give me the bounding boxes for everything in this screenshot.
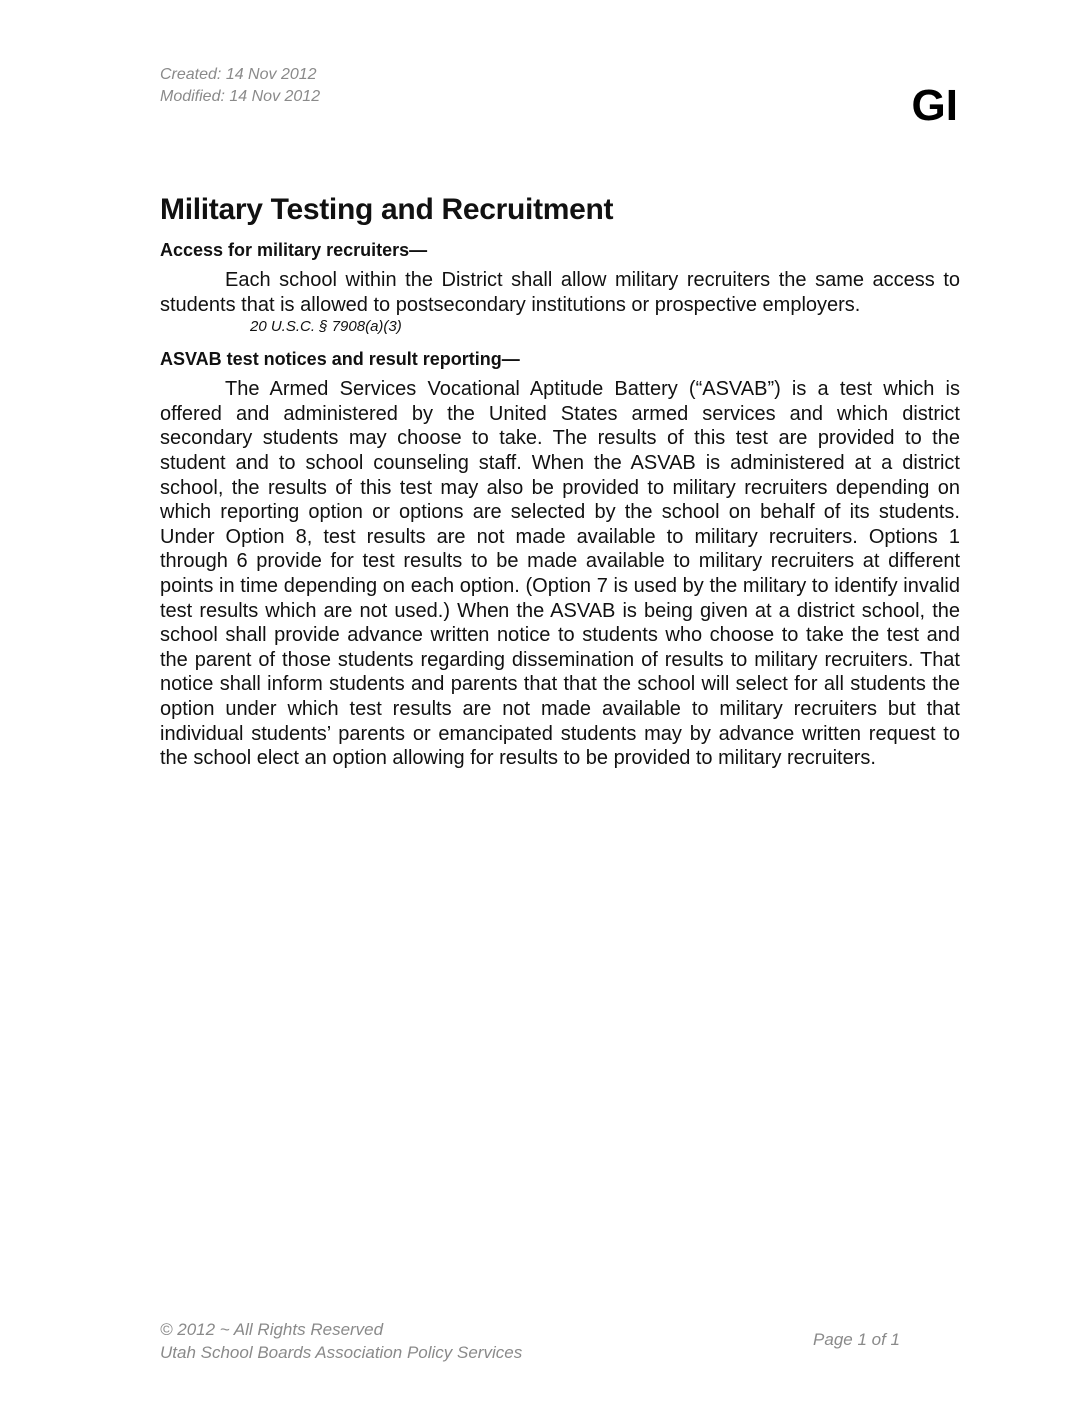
page-title: Military Testing and Recruitment — [160, 193, 614, 226]
section-paragraph: The Armed Services Vocational Aptitude Battery (“ASVAB”) is a test which is offered and administered by the United States armed services and which district secondary students may choose to take. The results of this test are provided to the student and to school counseling staff. When the ASVAB is administered at a district school, the results of this test may also be provided to military recruiters depending on which reporting option or options are selected by the school on behalf of its students. Under Option 8, test results are not made available to military recruiters. Options 1 through 6 provide for test results to be made available to military recruiters at different points in time depending on each option. (Option 7 is used by the military to identify invalid test results which are not used.) When the ASVAB is being given at a district school, the school shall provide advance written notice to students who choose to take the test and the parent of those students regarding dissemination of results to military recruiters. That notice shall inform students and parents that that the school will select for all students the option under which test results are not made available to military recruiters but that individual students’ parents or emancipated students may by advance written request to the school elect an option allowing for results to be provided to military recruiters. — [160, 378, 960, 770]
section-heading: Access for military recruiters— — [160, 240, 428, 260]
legal-citation: 20 U.S.C. § 7908(a)(3) — [250, 318, 402, 336]
section-paragraph: Each school within the District shall allow military recruiters the same access to students that is allowed to postsecondary institutions or prospective employers. — [160, 269, 960, 316]
page-number: Page 1 of 1 — [813, 1330, 900, 1349]
footer-left — [160, 1318, 522, 1364]
section-heading: ASVAB test notices and result reporting— — [160, 349, 520, 370]
copyright-notice: © 2012 ~ All Rights Reserved — [160, 1320, 384, 1339]
modified-date: Modified: 14 Nov 2012 — [160, 88, 321, 105]
document-meta — [160, 64, 320, 108]
organization-name: Utah School Boards Association Policy Services — [160, 1343, 523, 1362]
policy-code: GI — [911, 81, 958, 130]
section-asvab — [160, 347, 960, 771]
document-body — [160, 190, 960, 771]
created-date: Created: 14 Nov 2012 — [160, 66, 317, 83]
section-access — [160, 238, 960, 337]
